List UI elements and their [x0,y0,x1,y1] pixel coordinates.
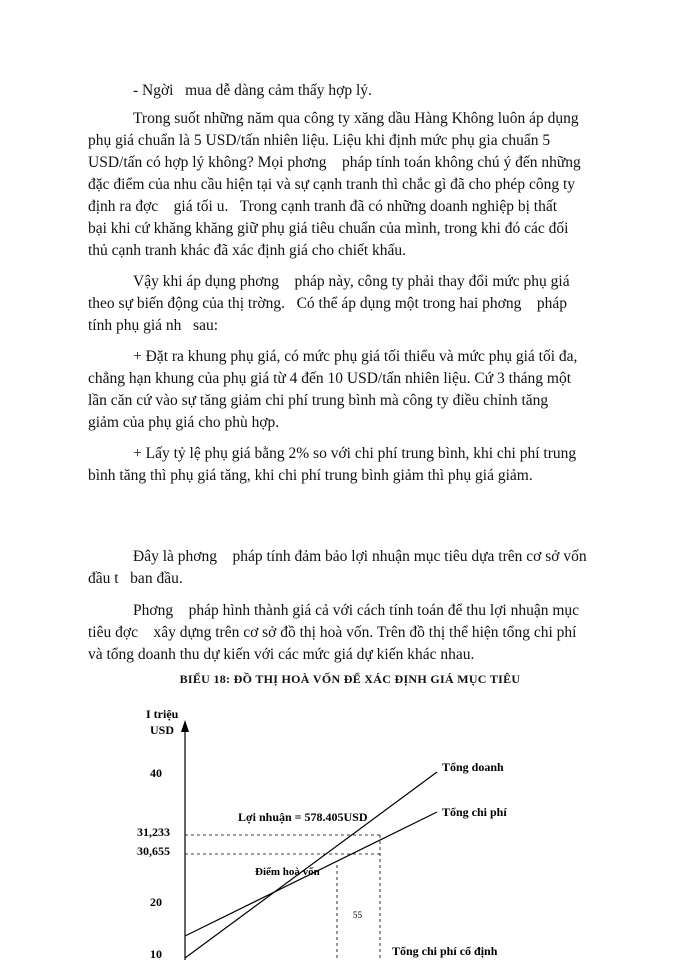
text-line: tính phụ giá nh sau: [88,317,219,334]
text-line: bại khi cứ khăng khăng giữ phụ giá tiêu chuẩn của mình, trong khi đó các đối [88,220,569,237]
text-line: phụ giá chuẩn là 5 USD/tấn nhiên liệu. Liệu khi định mức phụ gia chuẩn 5 [88,132,551,149]
text-line: theo sự biến động của thị trờng. Có thể áp dụng một trong hai phơng pháp [88,295,567,312]
fixed-cost-annotation: Tổng chi phí cố định [392,944,498,958]
y-tick-label: 31,233 [137,825,170,839]
profit-annotation: Lợi nhuận = 578.405USD [238,810,368,824]
text-line: giảm của phụ giá cho phù hợp. [88,414,280,431]
text-line: định ra đợc giá tối u. Trong cạnh tranh đã có những doanh nghiệp bị thất [88,198,558,215]
series-line-total-revenue [185,772,437,958]
y-tick-label: 20 [150,895,162,909]
y-tick-label: 40 [150,766,162,780]
y-tick-label: 10 [150,947,162,960]
text-line: chẳng hạn khung của phụ giá từ 4 đến 10 USD/tấn nhiên liệu. Cứ 3 tháng một [88,370,572,387]
y-axis-label-2: USD [150,723,175,737]
text-line: Trong suốt những năm qua công ty xăng dầu Hàng Không luôn áp dụng [133,110,579,127]
y-axis-label-1: I triệu [146,707,179,721]
text-line: đầu t ban đầu. [88,570,183,587]
text-line: - Ngời mua dễ dàng cảm thấy hợp lý. [133,82,372,99]
text-line: + Đặt ra khung phụ giá, có mức phụ giá tối thiểu và mức phụ giá tối đa, [133,348,578,365]
text-line: Phơng pháp hình thành giá cả với cách tính toán để thu lợi nhuận mục [133,602,580,619]
text-line: USD/tấn có hợp lý không? Mọi phơng pháp tính toán không chú ý đến những [88,154,581,171]
series-label-total-cost: Tổng chi phí [442,805,507,819]
text-line: lần căn cứ vào sự tăng giảm chi phí trung bình mà công ty điều chỉnh tăng [88,392,549,409]
series-label-total-revenue: Tổng doanh [442,760,504,774]
breakeven-chart [0,690,700,960]
inner-value-label: 55 [353,910,362,920]
y-axis-arrow [181,720,189,732]
text-line: tiêu đợc xây dựng trên cơ sở đồ thị hoà vốn. Trên đồ thị thể hiện tổng chi phí [88,624,577,641]
text-line: bình tăng thì phụ giá tăng, khi chi phí trung bình giảm thì phụ giá giảm. [88,467,533,484]
figure-caption: BIỂU 18: ĐỒ THỊ HOÀ VỐN ĐỂ XÁC ĐỊNH GIÁ MỤC TIÊU [179,672,521,686]
breakeven-annotation: Điểm hoà vốn [255,866,320,878]
text-line: Đây là phơng pháp tính đảm bảo lợi nhuận mục tiêu dựa trên cơ sở vốn [133,548,587,565]
y-tick-label: 30,655 [137,844,170,858]
text-line: thủ cạnh tranh khác đã xác định giá cho chiết khấu. [88,242,407,259]
text-line: Vậy khi áp dụng phơng pháp này, công ty phải thay đổi mức phụ giá [133,273,570,290]
text-line: đặc điểm của nhu cầu hiện tại và sự cạnh tranh thì chắc gì đã cho phép công ty [88,176,576,193]
text-line: và tổng doanh thu dự kiến với các mức giá dự kiến khác nhau. [88,646,475,663]
text-line: + Lấy tỷ lệ phụ giá bằng 2% so với chi phí trung bình, khi chi phí trung [133,445,577,462]
